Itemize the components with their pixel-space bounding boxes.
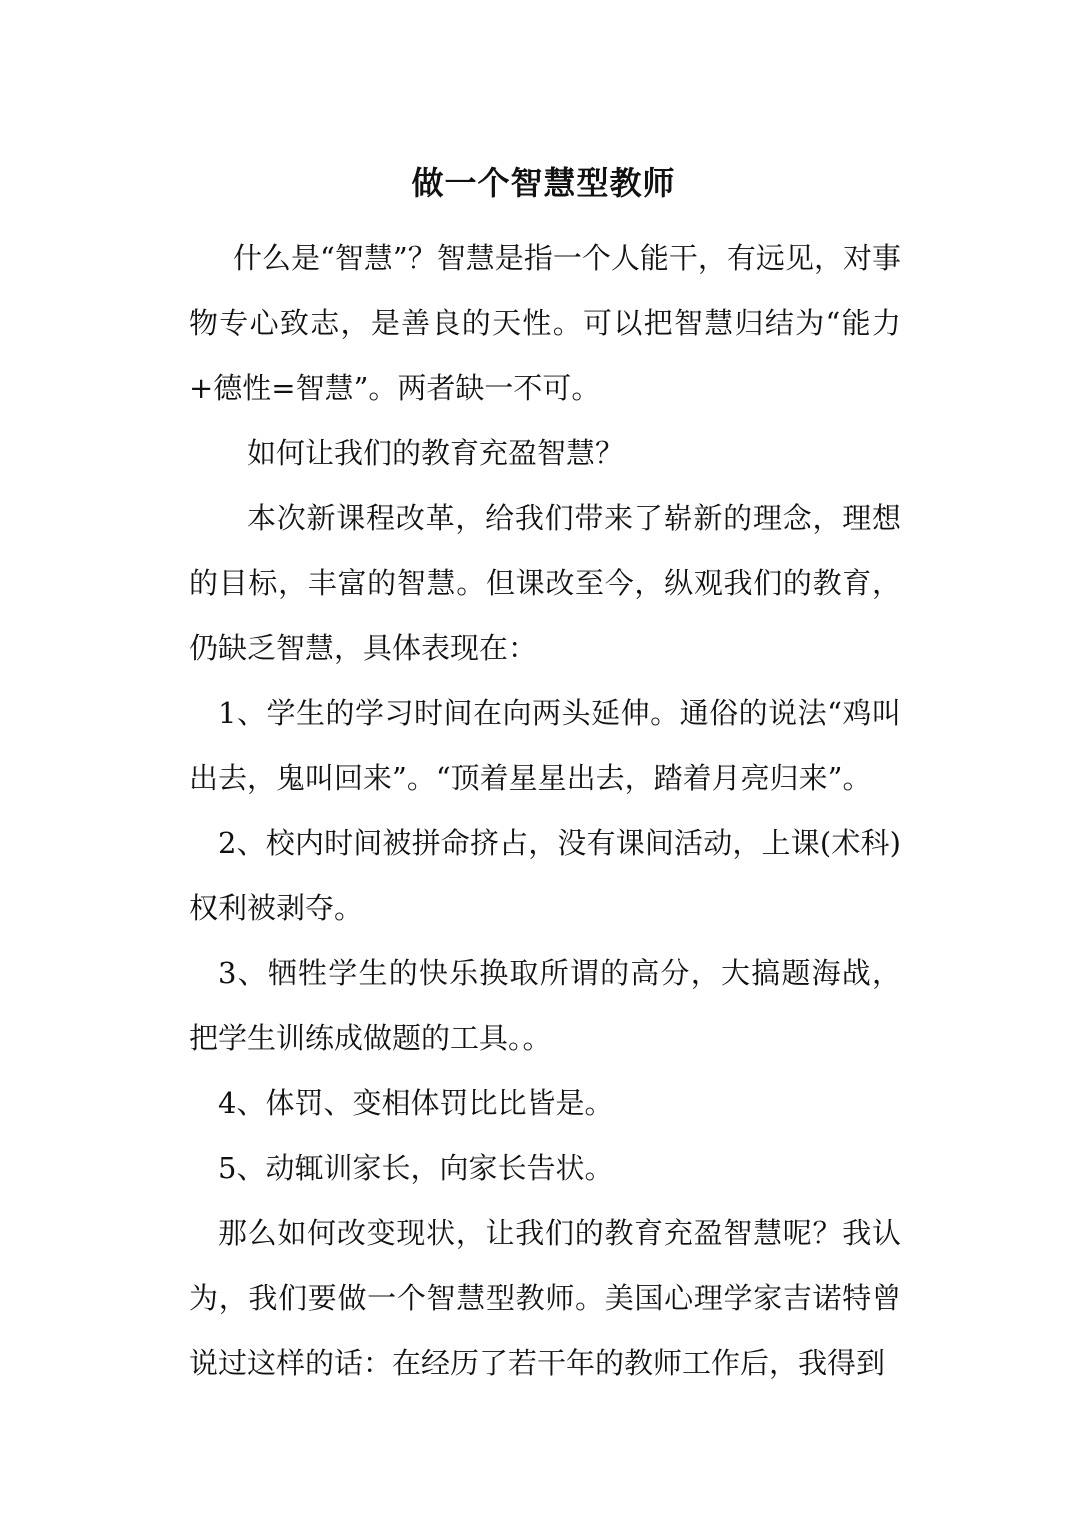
paragraph-curriculum-reform: 本次新课程改革，给我们带来了崭新的理念，理想的目标，丰富的智慧。但课改至今，纵观我们的教育，仍缺乏智慧，具体表现在：: [189, 501, 901, 665]
list-item-4: 4、体罚、变相体罚比比皆是。: [218, 1086, 614, 1120]
paragraph-question: 如何让我们的教育充盈智慧？: [247, 436, 625, 470]
paragraph-conclusion: 那么如何改变现状，让我们的教育充盈智慧呢？我认为，我们要做一个智慧型教师。美国心理学家吉诺特曾说过这样的话：在经历了若干年的教师工作后，我得到: [189, 1216, 901, 1380]
list-item-1: 1、学生的学习时间在向两头延伸。通俗的说法“鸡叫出去，鬼叫回来”。“顶着星星出去，踏着月亮归来”。: [189, 696, 901, 795]
list-item-5: 5、动辄训家长，向家长告状。: [218, 1151, 614, 1185]
paragraph-what-is-wisdom: 什么是“智慧”？智慧是指一个人能干，有远见，对事物专心致志，是善良的天性。可以把智慧归结为“能力+德性=智慧”。两者缺一不可。: [189, 241, 901, 405]
document-body: [189, 226, 901, 1396]
list-item-2: 2、校内时间被拼命挤占，没有课间活动，上课(术科)权利被剥夺。: [189, 826, 901, 925]
list-item-3: 3、牺牲学生的快乐换取所谓的高分，大搞题海战，把学生训练成做题的工具。。: [189, 956, 901, 1055]
document-title: 做一个智慧型教师: [411, 164, 676, 202]
